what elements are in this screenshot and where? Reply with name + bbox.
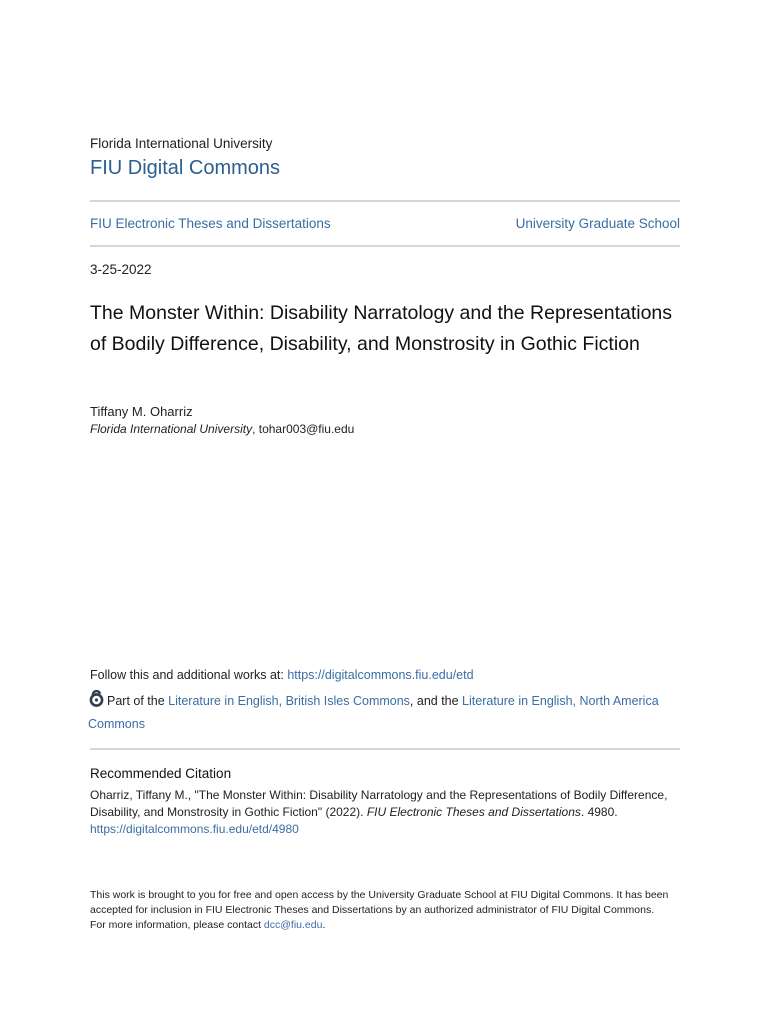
publication-date: 3-25-2022 xyxy=(90,262,152,277)
follow-text: Follow this and additional works at: xyxy=(90,668,288,682)
repository-link[interactable]: FIU Digital Commons xyxy=(90,157,281,179)
follow-line xyxy=(90,668,474,682)
open-access-icon xyxy=(88,690,105,714)
author-email: , tohar003@fiu.edu xyxy=(252,422,355,436)
document-title: The Monster Within: Disability Narratology and the Representations of Bodily Difference, Disability, and Monstrosity in Gothic Fiction xyxy=(90,302,673,355)
citation-series: FIU Electronic Theses and Dissertations xyxy=(366,805,581,819)
affiliation-institution: Florida International University xyxy=(90,422,253,436)
footer-end: . xyxy=(322,919,326,931)
citation-block xyxy=(90,787,680,838)
contact-email-link[interactable]: dcc@fiu.edu xyxy=(263,919,323,931)
institution-name: Florida International University xyxy=(90,136,273,151)
commons-link-british-isles[interactable]: Literature in English, British Isles Commons xyxy=(168,694,410,708)
divider-citation xyxy=(90,748,680,750)
citation-url-link[interactable]: https://digitalcommons.fiu.edu/etd/4980 xyxy=(90,822,299,836)
school-link[interactable]: University Graduate School xyxy=(515,216,680,231)
commons-link-north-america[interactable]: Literature in English, North America Commons xyxy=(88,694,659,731)
citation-text: Oharriz, Tiffany M., "The Monster Within: Disability Narratology and the Representations of Bodily Difference, Disability, and Monstrosity in Gothic Fiction" (2022). xyxy=(90,788,668,819)
citation-number: . 4980. xyxy=(580,805,618,819)
divider-nav xyxy=(90,245,680,247)
author-name: Tiffany M. Oharriz xyxy=(90,404,193,419)
part-of-prefix: Part of the xyxy=(107,694,169,708)
part-of-line xyxy=(88,690,680,735)
divider-top xyxy=(90,200,680,202)
collection-link[interactable]: FIU Electronic Theses and Dissertations xyxy=(90,216,331,231)
follow-link[interactable]: https://digitalcommons.fiu.edu/etd xyxy=(287,668,474,682)
footer-notice xyxy=(90,888,670,933)
citation-heading: Recommended Citation xyxy=(90,766,232,781)
part-of-join: , and the xyxy=(409,694,463,708)
author-affiliation xyxy=(90,422,354,436)
footer-text: This work is brought to you for free and open access by the University Graduate School at FIU Digital Commons. It has been accepted for inclusion in FIU Electronic Theses and Dissertations by an authorized administrator of FIU Digital Commons. For more information, please contact xyxy=(90,889,669,931)
